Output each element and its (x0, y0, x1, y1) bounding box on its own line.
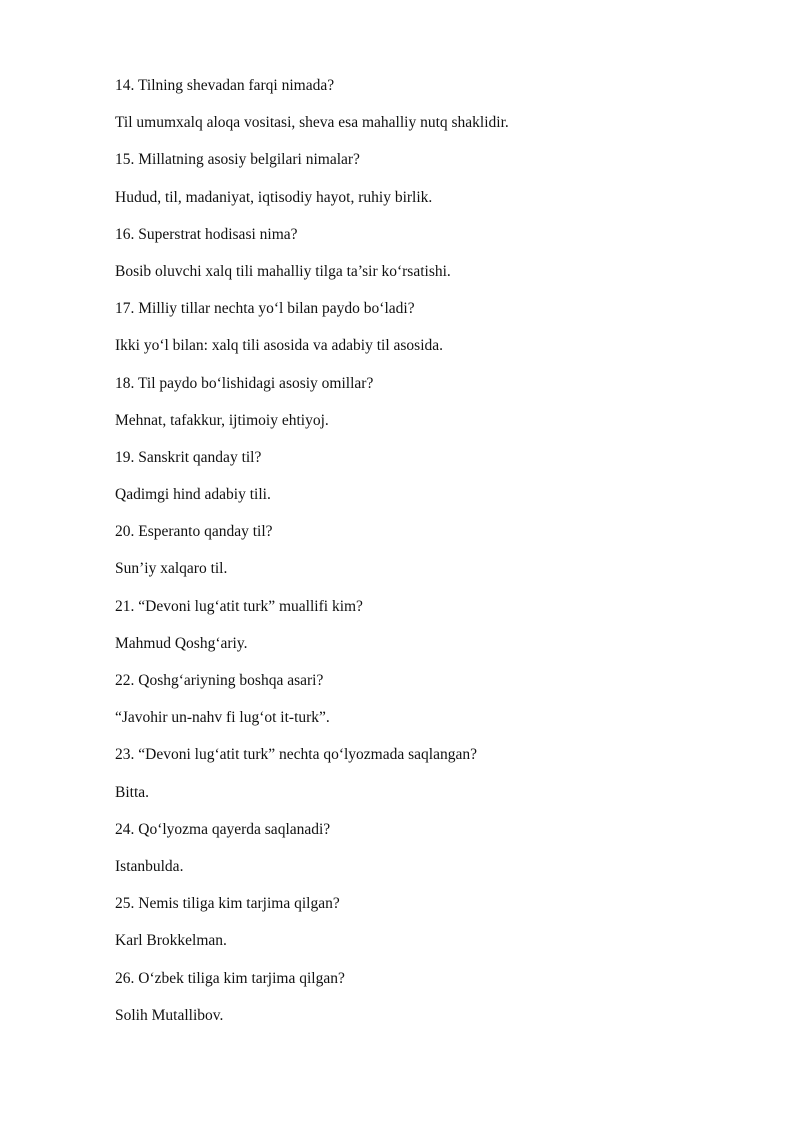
answer: Solih Mutallibov. (115, 1006, 224, 1024)
answer: Ikki yo‘l bilan: xalq tili asosida va adabiy til asosida. (115, 337, 444, 355)
question: 16. Superstrat hodisasi nima? (115, 225, 298, 243)
question: 15. Millatning asosiy belgilari nimalar? (115, 151, 360, 169)
answer: Bosib oluvchi xalq tili mahalliy tilga ta’sir ko‘rsatishi. (115, 262, 451, 280)
answer: Istanbulda. (115, 857, 184, 875)
answer: “Javohir un-nahv fi lug‘ot it-turk”. (115, 709, 330, 727)
answer: Mahmud Qoshg‘ariy. (115, 634, 248, 652)
question: 22. Qoshg‘ariyning boshqa asari? (115, 672, 324, 689)
answer: Til umumxalq aloqa vositasi, sheva esa mahalliy nutq shaklidir. (115, 114, 509, 132)
answer: Sun’iy xalqaro til. (115, 560, 228, 578)
question: 23. “Devoni lug‘atit turk” nechta qo‘lyozmada saqlangan? (115, 746, 477, 764)
answer: Bitta. (115, 783, 150, 801)
question: 25. Nemis tiliga kim tarjima qilgan? (115, 895, 340, 913)
answer: Karl Brokkelman. (115, 932, 227, 950)
question: 20. Esperanto qanday til? (115, 523, 273, 541)
question: 14. Tilning shevadan farqi nimada? (115, 77, 335, 94)
question: 26. O‘zbek tiliga kim tarjima qilgan? (115, 969, 345, 987)
question: 24. Qo‘lyozma qayerda saqlanadi? (115, 820, 331, 838)
answer: Hudud, til, madaniyat, iqtisodiy hayot, ruhiy birlik. (115, 188, 433, 206)
question: 18. Til paydo bo‘lishidagi asosiy omillar? (115, 374, 374, 392)
question: 19. Sanskrit qanday til? (115, 448, 262, 466)
question: 17. Milliy tillar nechta yo‘l bilan paydo bo‘ladi? (115, 300, 415, 318)
answer: Mehnat, tafakkur, ijtimoiy ehtiyoj. (115, 411, 329, 429)
answer: Qadimgi hind adabiy tili. (115, 486, 271, 504)
qa-list (115, 76, 755, 1043)
question: 21. “Devoni lug‘atit turk” muallifi kim? (115, 597, 363, 615)
